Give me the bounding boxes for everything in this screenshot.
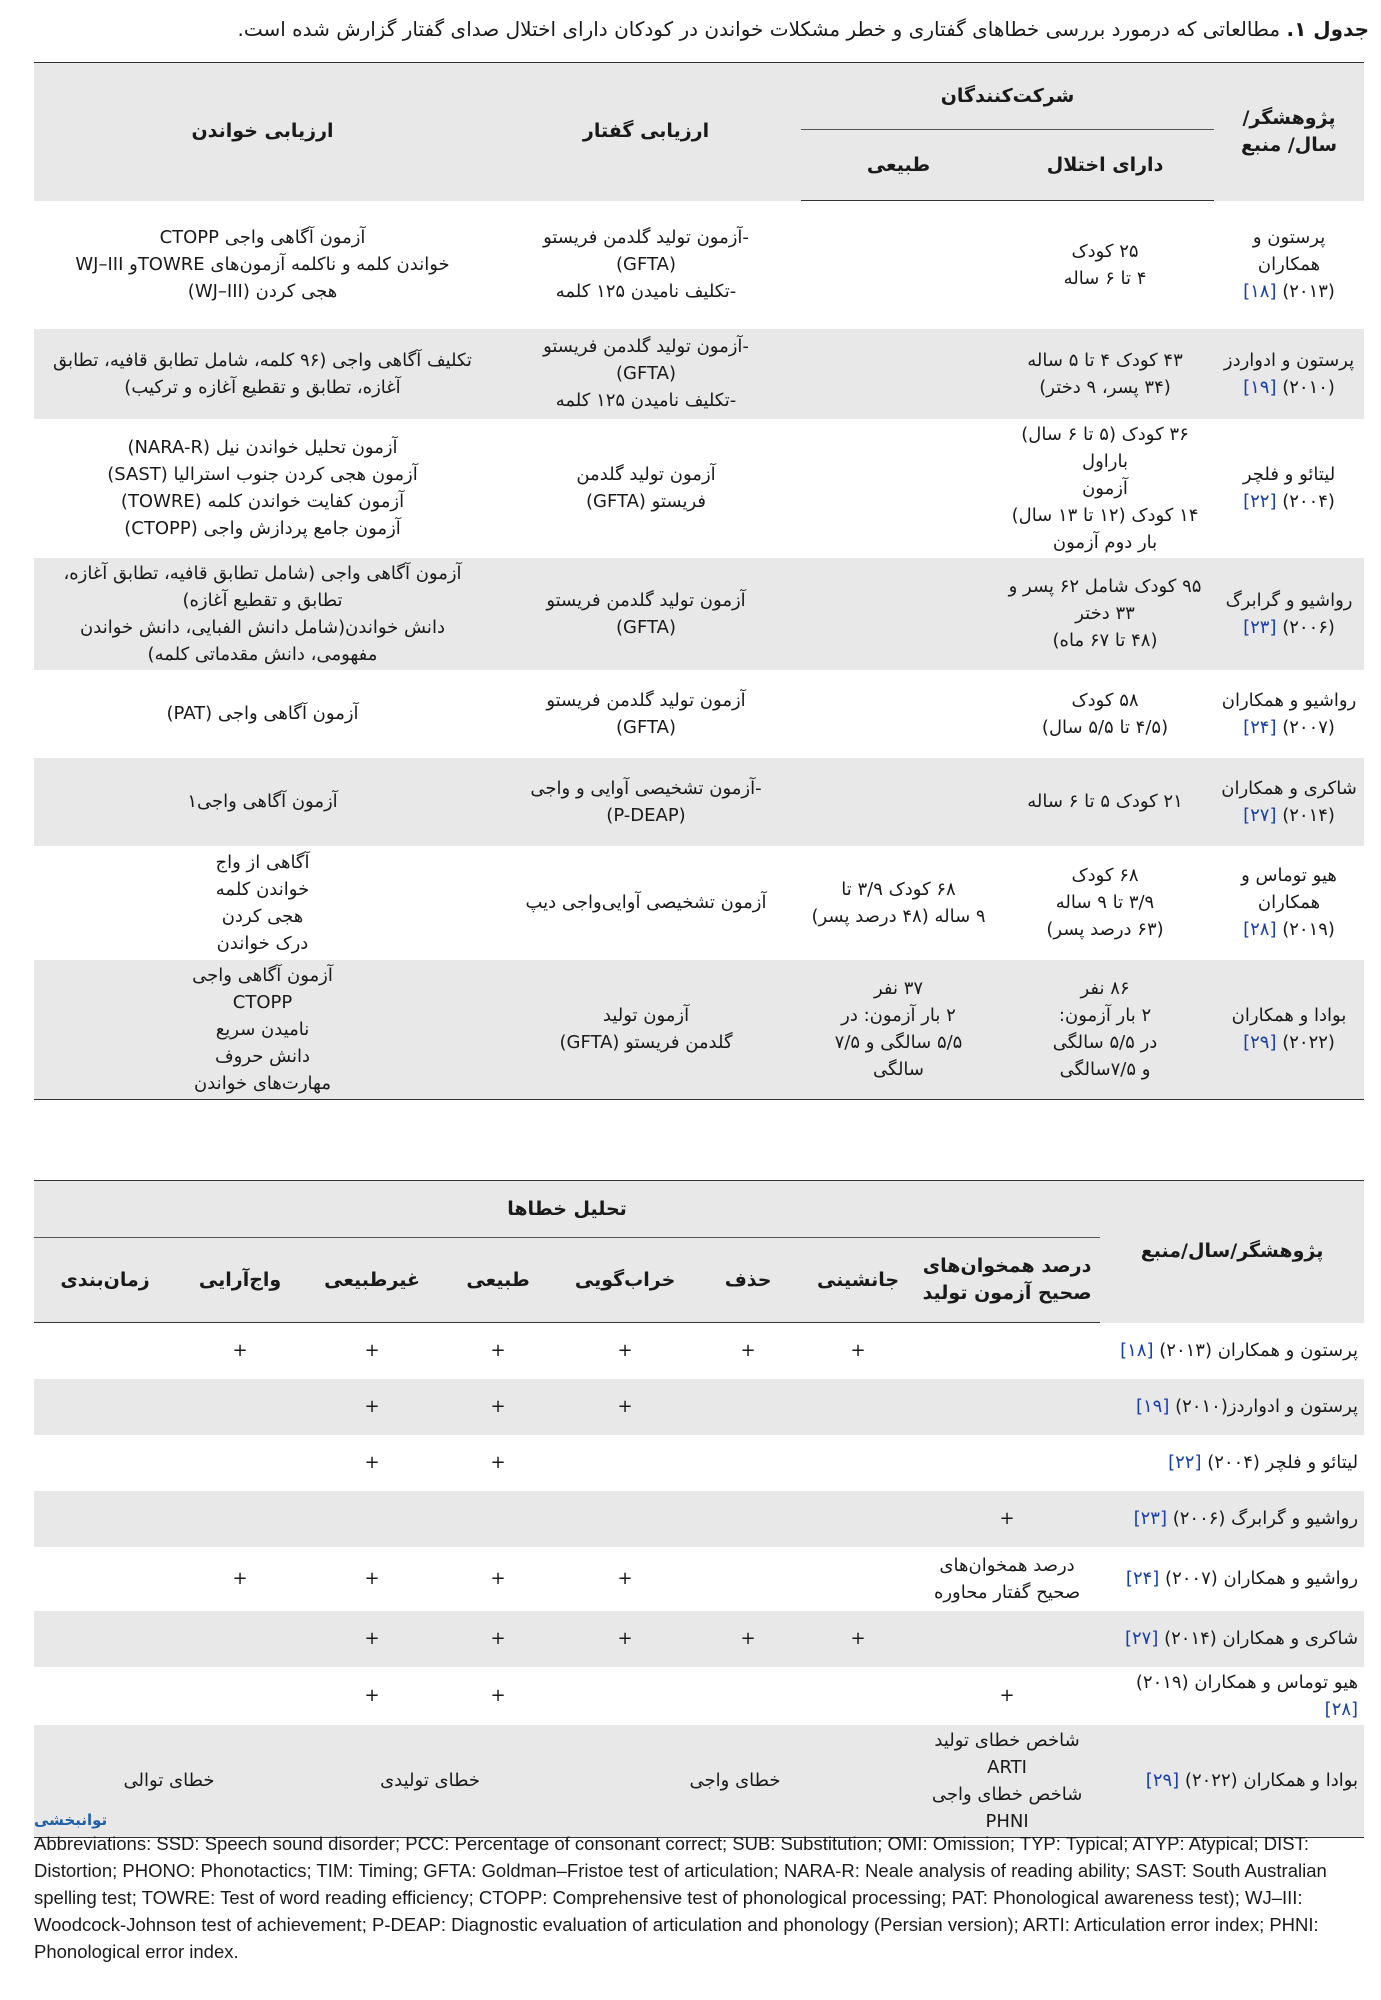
reference-link[interactable]: [۱۸] [1120, 1340, 1154, 1361]
header-col-7: زمان‌بندی [34, 1238, 176, 1323]
reference-link[interactable]: [۱۹] [1135, 1396, 1170, 1417]
header-col-6: واج‌آرایی [176, 1238, 304, 1323]
researcher-text: (۲۰۱۹) [1276, 919, 1335, 940]
reference-link[interactable]: [۲۷] [1124, 1628, 1159, 1649]
cell-mark: + [304, 1379, 440, 1435]
cell-disordered [996, 846, 1214, 960]
cell-researcher [1100, 1667, 1364, 1725]
cell-line: ۲ بار آزمون: [1058, 1005, 1152, 1026]
header-researcher: پژوهشگر/سال/ منبع [1240, 106, 1338, 156]
cell-line: شاخص خطای تولید ARTI [934, 1729, 1080, 1778]
cell-line: ۴۳ کودک ۴ تا ۵ ساله [1027, 349, 1183, 371]
cell-line: ۲۱ کودک ۵ تا ۶ ساله [1027, 791, 1183, 812]
researcher-text: (۲۰۱۴) [1276, 804, 1335, 826]
cell-mark [176, 1491, 304, 1547]
cell-researcher [1214, 419, 1364, 558]
cell-line: ۲۵ کودک [1071, 240, 1139, 262]
cell-researcher [1100, 1725, 1364, 1838]
table-row [34, 329, 1364, 419]
cell-mark [34, 1379, 176, 1435]
cell-line: ۴ تا ۶ ساله [1063, 267, 1147, 289]
cell-line: (۶۳ درصد پسر) [1046, 919, 1164, 940]
cell-mark: + [364, 1452, 380, 1473]
table-row [34, 1491, 1364, 1547]
cell-mark [176, 1435, 304, 1491]
cell-line: آزمون آگاهی واجی [192, 964, 333, 986]
cell-line: خواندن کلمه [215, 878, 310, 900]
cell-line: بار دوم آزمون [1052, 531, 1158, 553]
cell-phonological-error: خطای واجی [556, 1725, 914, 1838]
cell-reading-eval [34, 329, 491, 419]
table-row [34, 670, 1364, 758]
reference-link[interactable]: [۲۲] [1168, 1452, 1202, 1473]
cell-line: دانش خواندن(شامل دانش الفبایی، دانش خواندن [80, 616, 445, 638]
researcher-text: رواشیو و گرابرگ (۲۰۰۶) [1167, 1508, 1359, 1529]
cell-line: (GFTA) [616, 716, 676, 738]
table-row [34, 201, 1364, 329]
cell-reading-eval [34, 201, 491, 329]
cell-mark [802, 1547, 914, 1611]
cell-line: ۹۵ کودک شامل ۶۲ پسر و [1008, 576, 1202, 597]
cell-line [1220, 587, 1358, 614]
cell-mark [802, 1491, 914, 1547]
cell-line: مهارت‌های خواندن [194, 1072, 331, 1094]
cell-line: آگاهی از واج [215, 851, 310, 873]
cell-line: ۳۷ نفر [873, 978, 924, 999]
header-col-2: حذف [694, 1238, 802, 1323]
cell-mark: + [490, 1685, 506, 1706]
cell-line [1220, 802, 1358, 829]
cell-mark [802, 1379, 914, 1435]
cell-mark [914, 1379, 1100, 1435]
cell-speech-eval [491, 846, 801, 960]
cell-mark: + [490, 1452, 506, 1473]
cell-mark: + [740, 1340, 756, 1362]
cell-disordered [996, 670, 1214, 758]
researcher-text: پرستون و ادواردز(۲۰۱۰) [1169, 1396, 1359, 1417]
header-reading-eval: ارزیابی خواندن [191, 120, 334, 143]
researcher-text: پرستون و همکاران [1252, 227, 1326, 275]
cell-researcher [1100, 1547, 1364, 1611]
cell-line: ۶۸ کودک [1071, 865, 1139, 886]
cell-line [1220, 488, 1358, 515]
cell-mark [694, 1491, 802, 1547]
cell-speech-eval [491, 758, 801, 846]
researcher-text: همکاران [1257, 892, 1321, 913]
cell-mark: + [490, 1568, 506, 1589]
header-speech-eval: ارزیابی گفتار [582, 120, 710, 143]
studies-table-body [34, 201, 1364, 1100]
cell-line: و ۷/۵سالگی [1059, 1059, 1151, 1080]
cell-researcher [1214, 758, 1364, 846]
cell-line: (GFTA) [616, 254, 676, 275]
cell-line: ۳۳ دختر [1075, 603, 1135, 624]
cell-mark [34, 1491, 176, 1547]
researcher-text: پرستون و ادواردز [1223, 349, 1355, 371]
cell-line [1220, 1002, 1358, 1029]
cell-line: آزمون تحلیل خواندن نیل (NARA-R) [127, 437, 398, 458]
caption-text: مطالعاتی که درمورد بررسی خطاهای گفتاری و خطر مشکلات خواندن در کودکان دارای اختلال صدای گفتار گزارش شده است. [237, 17, 1287, 41]
cell-mark [176, 1611, 304, 1667]
reference-link[interactable]: [۲۷] [1243, 804, 1277, 826]
cell-disordered [996, 201, 1214, 329]
cell-mark [176, 1379, 304, 1435]
reference-link[interactable]: [۲۲] [1243, 491, 1277, 512]
cell-line: (GFTA) [616, 363, 676, 384]
cell-mark: + [914, 1491, 1100, 1547]
cell-speech-eval [491, 419, 801, 558]
caption-label: جدول ۱. [1286, 17, 1369, 41]
header-error-analysis: تحلیل خطاها [34, 1181, 1100, 1238]
cell-line: فریستو (GFTA) [585, 491, 706, 512]
cell-mark: + [304, 1611, 440, 1667]
cell-reading-eval [34, 670, 491, 758]
cell-line: ۸۶ نفر [1080, 978, 1130, 999]
cell-line: ۵۸ کودک [1071, 689, 1139, 711]
cell-line: ۹ ساله (۴۸ درصد پسر) [811, 905, 986, 927]
cell-line: آزمون تولید گلدمن فریستو [546, 689, 746, 711]
table-row [34, 1667, 1364, 1725]
cell-reading-eval [34, 558, 491, 670]
cell-researcher [1214, 201, 1364, 329]
cell-line [1220, 461, 1358, 488]
studies-table [34, 62, 1364, 1100]
researcher-text: رواشیو و همکاران [1221, 689, 1357, 711]
header-col-0: درصد همخوان‌های صحیح آزمون تولید [914, 1238, 1100, 1323]
researcher-text: (۲۰۱۳) [1276, 281, 1335, 302]
cell-mark: + [556, 1611, 694, 1667]
cell-articulation-error: خطای تولیدی [304, 1725, 556, 1838]
cell-mark [694, 1547, 802, 1611]
reference-link[interactable]: [۲۴] [1125, 1568, 1160, 1589]
cell-mark: + [440, 1611, 556, 1667]
cell-typical [801, 670, 996, 758]
cell-speech-eval [491, 960, 801, 1100]
cell-mark [34, 1611, 176, 1667]
cell-speech-eval [491, 201, 801, 329]
cell-line [1220, 687, 1358, 714]
cell-line: آزمون تولید گلدمن فریستو [546, 589, 746, 611]
abbreviations-note: Abbreviations: SSD: Speech sound disorder; PCC: Percentage of consonant correct; SUB: Substitution; OMI: Omission; TYP: Typical; ATYP: Atypical; DIST: Distortion; PHONO: Phonotactics; TIM: Timing; GFTA: Goldman–Fristoe test of articulation; NARA-R: Neale analysis of reading ability; SAST: South Australian spelling test; TOWRE: Test of word reading efficiency; CTOPP: Comprehensive test of phonological processing; PAT: Phonological awareness test); WJ–III: Woodcock-Johnson test of achievement; P-DEAP: Diagnostic evaluation of articulation and phonology (Persian version); ARTI: Articulation error index; PHNI: Phonological error index. [34, 1833, 1327, 1962]
cell-mark: + [364, 1340, 380, 1362]
cell-line: (۴۸ تا ۶۷ ماه) [1052, 630, 1158, 651]
header-col-5: غیرطبیعی [304, 1238, 440, 1323]
researcher-text: شاکری و همکاران (۲۰۱۴) [1158, 1628, 1359, 1649]
cell-reading-eval [34, 960, 491, 1100]
cell-line [1220, 347, 1358, 374]
cell-line: درک خواندن [216, 932, 309, 954]
header-typical: طبیعی [801, 130, 996, 201]
cell-speech-eval [491, 329, 801, 419]
cell-researcher [1100, 1491, 1364, 1547]
cell-line: در ۵/۵ سالگی [1052, 1032, 1158, 1053]
cell-line: ۶۸ کودک ۳/۹ تا [841, 878, 956, 900]
cell-line: آزمون آگاهی واجی۱ [187, 791, 338, 812]
cell-mark: + [617, 1340, 633, 1362]
researcher-text: (۲۰۰۶) [1276, 616, 1335, 638]
researcher-text: (۲۰۱۰) [1276, 376, 1335, 398]
cell-mark [34, 1323, 176, 1379]
cell-line: آزمون هجی کردن جنوب استرالیا (SAST) [107, 464, 418, 485]
reference-link[interactable]: [۲۳] [1243, 616, 1277, 638]
cell-reading-eval [34, 846, 491, 960]
cell-line: شاخص خطای واجی PHNI [931, 1783, 1083, 1832]
cell-researcher [1100, 1379, 1364, 1435]
cell-researcher [1100, 1323, 1364, 1379]
cell-line: ۳/۹ تا ۹ ساله [1055, 892, 1155, 913]
cell-line: آزمون کفایت خواندن کلمه (TOWRE) [120, 491, 405, 512]
researcher-text: لیتائو و فلچر [1242, 464, 1336, 485]
cell-mark: + [556, 1379, 694, 1435]
reference-link[interactable]: [۱۹] [1243, 376, 1277, 398]
researcher-text: هیو توماس و [1241, 865, 1337, 886]
researcher-text: شاکری و همکاران [1221, 777, 1357, 799]
table-row [34, 758, 1364, 846]
cell-line: ۵/۵ سالگی و ۷/۵ سالگی [834, 1032, 963, 1080]
error-analysis-table [34, 1180, 1364, 1838]
cell-disordered [996, 758, 1214, 846]
table-row [34, 419, 1364, 558]
header-col-1: جانشینی [802, 1238, 914, 1323]
cell-sequence-error: خطای توالی [34, 1725, 304, 1838]
cell-line: آزمون آگاهی واجی CTOPP [159, 227, 366, 248]
researcher-text: رواشیو و همکاران (۲۰۰۷) [1159, 1568, 1359, 1589]
cell-line: تکلیف آگاهی واجی (۹۶ کلمه، شامل تطابق قافیه، تطابق [53, 349, 472, 371]
cell-line: ۱۴ کودک (۱۲ تا ۱۳ سال) [1011, 504, 1199, 526]
cell-line: آزمون آگاهی واجی (شامل تطابق قافیه، تطابق آغازه، [63, 562, 462, 584]
cell-mark: + [364, 1685, 380, 1706]
header-col-3: خراب‌گویی [556, 1238, 694, 1323]
cell-line: ۲ بار آزمون: در [841, 1005, 956, 1026]
cell-line: (GFTA) [616, 616, 676, 638]
cell-line: آزمون تشخیصی آوایی‌واجی دیپ [525, 892, 767, 913]
cell-researcher [1100, 1435, 1364, 1491]
table-row [34, 1725, 1364, 1838]
cell-line: دانش حروف [214, 1045, 311, 1067]
cell-line: آزمون آگاهی واجی (PAT) [166, 703, 359, 724]
cell-line: -تکلیف نامیدن ۱۲۵ کلمه [555, 281, 737, 302]
cell-disordered [996, 558, 1214, 670]
table-row [34, 1323, 1364, 1379]
table-row [34, 558, 1364, 670]
cell-line [1220, 224, 1358, 278]
researcher-text: بوادا و همکاران [1231, 1005, 1347, 1026]
cell-disordered [996, 960, 1214, 1100]
researcher-text: پرستون و همکاران (۲۰۱۳) [1153, 1340, 1359, 1361]
cell-researcher [1100, 1611, 1364, 1667]
table-row [34, 1435, 1364, 1491]
cell-disordered [996, 419, 1214, 558]
cell-line [1220, 916, 1358, 943]
table-row [34, 1379, 1364, 1435]
header-researcher-2: پژوهشگر/سال/منبع [1140, 1240, 1324, 1263]
cell-mark [914, 1611, 1100, 1667]
cell-mark: درصد همخوان‌های صحیح گفتار محاوره [933, 1554, 1081, 1603]
researcher-text: بوادا و همکاران (۲۰۲۲) [1179, 1770, 1359, 1791]
cell-line: آزمون تولید [602, 1005, 690, 1026]
cell-line: (۳۴ پسر، ۹ دختر) [1039, 376, 1171, 398]
cell-mark: + [802, 1611, 914, 1667]
reference-link[interactable]: [۲۹] [1145, 1770, 1180, 1791]
cell-researcher [1214, 960, 1364, 1100]
table-row [34, 846, 1364, 960]
researcher-text: (۲۰۲۲) [1276, 1032, 1335, 1053]
cell-line: نامیدن سریع [215, 1018, 310, 1040]
table-row [34, 960, 1364, 1100]
cell-mark: + [850, 1340, 866, 1362]
cell-mark [556, 1667, 694, 1725]
researcher-text: (۲۰۰۷) [1276, 716, 1335, 738]
cell-researcher [1214, 670, 1364, 758]
cell-mark: + [694, 1611, 802, 1667]
cell-line [1220, 278, 1358, 305]
cell-mark [440, 1491, 556, 1547]
cell-line: (۴/۵ تا ۵/۵ سال) [1041, 716, 1169, 738]
reference-link[interactable]: [۲۸] [1324, 1698, 1359, 1720]
reference-link[interactable]: [۲۳] [1133, 1508, 1167, 1529]
cell-mark [694, 1379, 802, 1435]
cell-line: خواندن کلمه و ناکلمه آزمون‌های TOWREو WJ–III [75, 254, 450, 275]
cell-typical [801, 329, 996, 419]
cell-speech-eval [491, 670, 801, 758]
cell-line: -آزمون تشخیصی آوایی و واجی [530, 777, 762, 799]
cell-line: آزمون [1082, 477, 1128, 499]
cell-typical [801, 758, 996, 846]
cell-line: -آزمون تولید گلدمن فریستو [543, 227, 749, 248]
researcher-text: (۲۰۰۴) [1276, 491, 1335, 512]
cell-line: ۳۶ کودک (۵ تا ۶ سال) باراول [1021, 423, 1189, 472]
cell-line: آغازه، تطابق و تقطیع آغازه و ترکیب) [124, 376, 401, 398]
cell-mark: + [490, 1340, 506, 1362]
cell-mark [556, 1491, 694, 1547]
cell-line: -تکلیف نامیدن ۱۲۵ کلمه [555, 390, 737, 411]
cell-line: هجی کردن (WJ–III) [187, 281, 338, 302]
cell-line [1220, 374, 1358, 401]
cell-typical [801, 960, 996, 1100]
cell-line [1220, 889, 1358, 916]
cell-typical [801, 846, 996, 960]
cell-line: (P-DEAP) [606, 804, 686, 826]
cell-mark: + [440, 1379, 556, 1435]
cell-mark [176, 1667, 304, 1725]
cell-mark [556, 1435, 694, 1491]
cell-typical [801, 558, 996, 670]
cell-typical [801, 201, 996, 329]
cell-line: آزمون جامع پردازش واجی (CTOPP) [124, 518, 401, 539]
cell-line: CTOPP [232, 991, 293, 1013]
cell-line [1220, 714, 1358, 741]
cell-mark [304, 1491, 440, 1547]
researcher-text: هیو توماس و همکاران (۲۰۱۹) [1135, 1671, 1359, 1693]
table-row [34, 1547, 1364, 1611]
cell-mark: + [232, 1568, 248, 1589]
cell-line: آزمون تولید گلدمن [576, 464, 716, 485]
cell-line [1220, 614, 1358, 641]
header-participants: شرکت‌کنندگان [801, 63, 1214, 130]
researcher-text: لیتائو و فلچر (۲۰۰۴) [1201, 1452, 1359, 1473]
reference-link[interactable]: [۲۴] [1243, 716, 1277, 738]
cell-line: تطابق و تقطیع آغازه) [182, 589, 343, 611]
cell-typical [801, 419, 996, 558]
cell-speech-eval [491, 558, 801, 670]
cell-mark [694, 1435, 802, 1491]
cell-mark: + [999, 1685, 1015, 1706]
cell-mark: + [617, 1568, 633, 1589]
cell-line [1220, 1029, 1358, 1056]
cell-line: هجی کردن [221, 905, 304, 927]
journal-logo: توانبخشی [34, 1811, 108, 1829]
cell-line: گلدمن فریستو (GFTA) [559, 1032, 733, 1053]
cell-line: -آزمون تولید گلدمن فریستو [543, 336, 749, 357]
cell-mark [694, 1667, 802, 1725]
cell-researcher [1214, 558, 1364, 670]
cell-mark: + [232, 1340, 248, 1362]
cell-mark [34, 1667, 176, 1725]
cell-line: مفهومی، دانش مقدماتی کلمه) [147, 643, 378, 665]
reference-link[interactable]: [۱۸] [1243, 281, 1277, 302]
researcher-text: رواشیو و گرابرگ [1225, 589, 1353, 611]
cell-researcher [1214, 846, 1364, 960]
cell-mark: + [364, 1568, 380, 1589]
cell-line [1220, 775, 1358, 802]
header-col-4: طبیعی [440, 1238, 556, 1323]
cell-reading-eval [34, 419, 491, 558]
reference-link[interactable]: [۲۸] [1243, 919, 1277, 940]
cell-indices [914, 1725, 1100, 1838]
cell-mark [802, 1667, 914, 1725]
cell-disordered [996, 329, 1214, 419]
table-row [34, 1611, 1364, 1667]
cell-reading-eval [34, 758, 491, 846]
cell-mark [34, 1547, 176, 1611]
cell-line [1220, 862, 1358, 889]
reference-link[interactable]: [۲۹] [1243, 1032, 1277, 1053]
cell-mark [802, 1435, 914, 1491]
table-caption [30, 14, 1369, 44]
cell-mark [914, 1323, 1100, 1379]
header-disordered: دارای اختلال [996, 130, 1214, 201]
error-analysis-table-body [34, 1323, 1364, 1838]
cell-mark [914, 1435, 1100, 1491]
cell-mark [34, 1435, 176, 1491]
cell-researcher [1214, 329, 1364, 419]
